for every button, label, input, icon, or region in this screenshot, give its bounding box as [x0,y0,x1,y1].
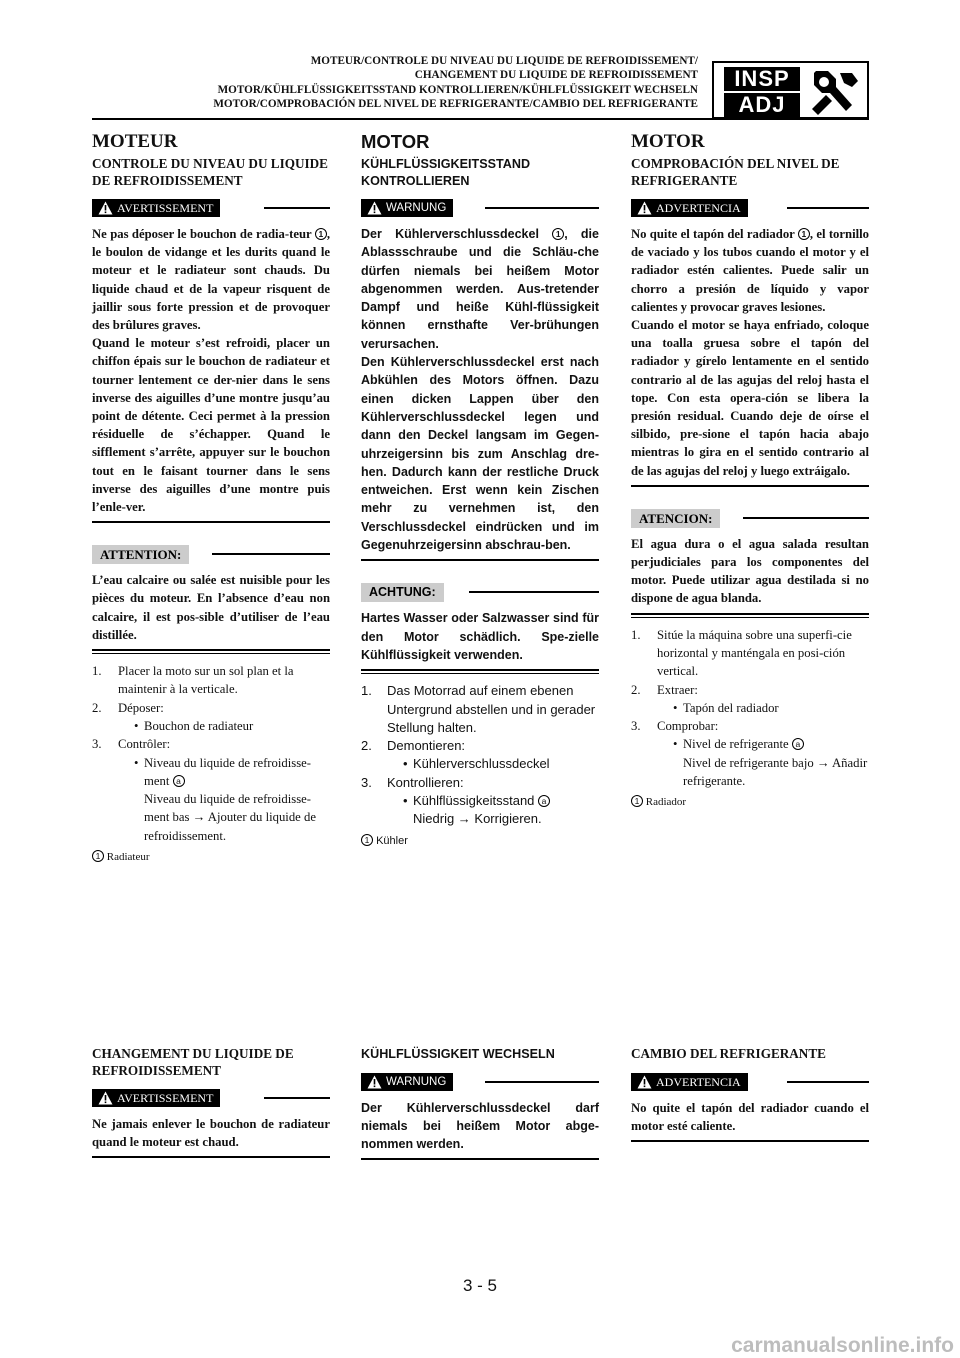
warning-text [361,225,599,554]
wrench-icon [806,65,864,117]
attention-rule [743,517,869,519]
footnote-text: Radiador [645,796,687,809]
marker-a: a [792,738,804,750]
warning-paragraph: Quand le moteur s’est refroidi, placer un chiffon épais sur le bouchon de radiateur et tourner lentement ce der-nier dans le sens inverse des aiguilles d’une montre jusqu’au point de détente. Ceci permet à la pression résiduelle de s’échapper. Quand le sifflement s’arrête, appuyer sur le bouchon tout en le faisant tourner dans le sens inverse des aiguilles d’une montre puis l’enle-ver. [92,336,330,515]
marker-1: 1 [92,850,104,862]
step-text: Contrôler: [118,737,171,752]
warning-text-part: Der Kühlerverschlussdeckel [361,227,553,241]
warning-badge [92,1089,220,1107]
step [92,699,330,717]
warning-icon [367,1075,382,1089]
step [92,662,330,699]
subsection-title: CAMBIO DEL REFRIGERANTE [631,1046,826,1061]
step-text: Extraer: [657,682,698,697]
step-item-text: Nivel de refrigerante [683,737,789,752]
step-text: Placer la moto sur un sol plan et la maintenir à la verticale. [118,664,294,697]
column-french-change [92,1046,330,1158]
warning-text-part: , el tornillo de vaciado y los tubos cuando el motor y el radiador estén calientes. Puede salir un chorro a presión de líquido y vapor calientes y provocar graves lesiones. [631,227,869,314]
step [631,626,869,681]
procedure-steps [631,626,869,791]
step-number: 3. [631,719,641,734]
subsection-title: KÜHLFLÜSSIGKEIT WECHSELN [361,1047,555,1061]
attention-header [361,581,599,603]
step-detail: Nivel de refrigerante bajo → Añadir refrigerante. [683,755,868,789]
subsection-title: COMPROBACIÓN DEL NIVEL DE REFRIGERANTE [631,156,840,188]
step-number: 2. [631,682,641,697]
warning-rule [485,1081,599,1083]
marker-1: 1 [552,228,564,240]
step-number: 3. [361,774,372,790]
step [361,737,599,755]
bullet: • [403,756,408,772]
step-item-text: Kühlerverschlussdeckel [413,756,550,772]
step-detail: Niedrig → Korrigieren. [413,811,542,827]
warning-label: WARNUNG [386,1075,447,1088]
warning-end-rule [361,559,599,561]
step-item-text: Tapón del radiador [683,700,779,715]
attention-rule [469,591,599,593]
warning-text: Ne jamais enlever le bouchon de radiateur quand le moteur est chaud. [92,1117,330,1150]
step-item-text: Bouchon de radiateur [144,718,254,733]
warning-header [92,1087,330,1109]
step [92,735,330,753]
warning-rule [264,1097,330,1099]
attention-end-rule [631,613,869,615]
warning-paragraph: Den Kühlerverschlussdeckel erst nach Abkühlen des Motors öffnen. Dazu einen dicken Lappen über den Kühlerverschlussdeckel legen und dann den Deckel langsam im Gegen-uhrzeigersinn bis zum Anschlag dre-hen. Dadurch kann der restliche Druck entweichen. Erst wenn kein Zischen mehr zu vernehmen ist, den Verschlussdeckel eindrücken und im Gegenuhrzeigersinn abschrau-ben. [361,355,599,553]
footnote-text: Kühler [376,834,408,847]
step-number: 3. [92,737,102,752]
step [631,717,869,735]
step [361,682,599,737]
warning-paragraph: Cuando el motor se haya enfriado, coloque una toalla gruesa sobre el tapón del radiador y gírelo lentamente en el sentido contrario al de las agujas del reloj hasta el tope. Con esta opera-ción se libera la presión residual. Cuando deje de oírse el silbido, pre-sione el tapón hacia abajo mientras lo gira en el sentido contrario al de las agujas del reloj y luego extráigalo. [631,318,869,478]
warning-text: No quite el tapón del radiador cuando el motor esté caliente. [631,1100,869,1133]
column-spanish [631,131,869,810]
warning-header [631,197,869,219]
warning-header [631,1071,869,1093]
bullet: • [673,737,678,752]
warning-rule [264,207,330,209]
subsection-title: CONTROLE DU NIVEAU DU LIQUIDE DE REFROIDISSEMENT [92,156,328,188]
column-french [92,131,330,865]
divider [92,653,330,654]
step-item-text: Niveau du liquide de refroidisse-ment [144,755,312,788]
attention-end-rule [92,649,330,651]
attention-text: Hartes Wasser oder Salzwasser sind für den Motor schädlich. Spe-zielle Kühlflüssigkeit verwenden. [361,611,599,662]
attention-header [631,507,869,529]
section-title: MOTOR [631,131,705,152]
step-detail: Niveau du liquide de refroidisse-ment bas → Ajouter du liquide de refroidissement. [144,792,316,843]
subsection-title: CHANGEMENT DU LIQUIDE DE REFROIDISSEMENT [92,1046,294,1078]
header-title [120,54,698,112]
marker-1: 1 [361,834,373,846]
warning-header [361,197,599,219]
step-number: 1. [361,683,372,699]
divider [361,673,599,674]
divider [631,617,869,618]
warning-header [361,1071,599,1093]
warning-text-part: Ne pas déposer le bouchon de radia-teur [92,227,315,241]
attention-text: L’eau calcaire ou salée est nuisible pour les pièces du moteur. En l’absence d’eau non calcaire, il est pos-sible d’utiliser de l’eau distillée. [92,573,330,642]
step-number: 1. [92,664,102,679]
attention-text: El agua dura o el agua salada resultan perjudiciales para los componentes del motor. Puede utilizar agua destilada si no dispone de agua blanda. [631,536,869,606]
step-item [92,754,330,791]
step-number: 2. [361,738,372,754]
warning-badge [92,199,220,217]
warning-badge [361,1073,453,1091]
column-german [361,131,599,849]
header-line: MOTOR/COMPROBACIÓN DEL NIVEL DE REFRIGERANTE/CAMBIO DEL REFRIGERANTE [213,98,698,111]
attention-rule [212,553,330,555]
warning-end-rule [92,521,330,523]
insp-adj-badge [712,61,869,119]
warning-text-part: No quite el tapón del radiador [631,227,798,241]
step-item [361,792,599,810]
step-item [92,717,330,735]
bullet: • [673,700,678,715]
step-text: Comprobar: [657,719,719,734]
step-number: 2. [92,700,102,715]
warning-label: ADVERTENCIA [656,201,741,215]
attention-end-rule [361,669,599,671]
warning-header [92,197,330,219]
attention-header [92,543,330,565]
footnote [361,834,599,849]
warning-end-rule [92,1156,330,1158]
step-text: Déposer: [118,700,164,715]
step-item [361,755,599,773]
warning-icon [367,201,382,215]
warning-icon [98,1091,113,1105]
column-german-change [361,1046,599,1160]
step-number: 1. [631,627,641,642]
marker-1: 1 [315,228,327,240]
warning-text-part: , die Ablassschraube und die Schläu-che dürfen niemals bei heißem Motor abgenommen werden. Aus-tretender Dampf und heiße Kühl-flüssigkeit können ernsthafte Ver-brühungen verursachen. [361,227,599,351]
warning-end-rule [631,1140,869,1142]
warning-badge [631,1073,748,1091]
warning-text [631,225,869,480]
adj-label: ADJ [724,93,800,117]
marker-1: 1 [631,795,643,807]
warning-badge [631,199,748,217]
step-text: Kontrollieren: [387,774,464,790]
warning-icon [98,201,113,215]
step-text: Das Motorrad auf einem ebenen Untergrund abstellen und in gerader Stellung halten. [387,683,596,735]
warning-end-rule [631,485,869,487]
footnote [92,850,330,865]
section-title: MOTEUR [92,131,178,152]
insp-label: INSP [724,67,800,91]
warning-rule [787,1081,869,1083]
marker-1: 1 [798,228,810,240]
bullet: • [134,718,139,733]
step-item-text: Kühlflüssigkeitsstand [413,793,535,809]
step-text: Sitúe la máquina sobre una superfi-cie horizontal y manténgala en posi-ción vertical. [657,627,852,679]
warning-badge [361,199,453,217]
warning-label: ADVERTENCIA [656,1074,741,1089]
bullet: • [403,793,408,809]
procedure-steps [361,682,599,828]
warning-icon [637,201,652,215]
warning-icon [637,1075,652,1089]
warning-text-part: , le boulon de vidange et les durits quand le moteur et le radiateur sont chauds. Du liquide chaud et de la vapeur risquent de jaillir sous forte pression et de provoquer des brûlures graves. [92,227,330,333]
warning-rule [787,207,869,209]
watermark: carmanualsonline.info [731,1334,954,1357]
procedure-steps [92,662,330,845]
warning-label: WARNUNG [386,202,447,214]
attention-label: ATTENTION: [92,545,189,564]
footnote [631,795,869,810]
warning-text [92,225,330,516]
step [361,774,599,792]
warning-label: AVERTISSEMENT [117,201,214,215]
header-line: MOTEUR/CONTROLE DU NIVEAU DU LIQUIDE DE REFROIDISSEMENT/ [310,55,698,67]
marker-a: a [173,775,185,787]
step-item [631,735,869,753]
section-title: MOTOR [361,131,430,152]
header-line: MOTOR/KÜHLFLÜSSIGKEITSSTAND KONTROLLIEREN/KÜHLFLÜSSIGKEIT WECHSELN [217,83,698,96]
warning-label: AVERTISSEMENT [117,1091,214,1105]
attention-label: ATENCION: [631,509,720,528]
attention-label: ACHTUNG: [361,583,444,602]
subsection-title: KÜHLFLÜSSIGKEITSSTAND KONTROLLIEREN [361,157,531,188]
warning-end-rule [361,1158,599,1160]
column-spanish-change [631,1046,869,1142]
header-line: CHANGEMENT DU LIQUIDE DE REFROIDISSEMENT [414,69,698,82]
step-text: Demontieren: [387,738,466,754]
bullet: • [134,755,139,770]
step [631,681,869,699]
marker-a: a [538,795,550,807]
warning-rule [485,207,599,209]
page-number: 3 - 5 [462,1276,498,1295]
warning-text: Der Kühlerverschlussdeckel darf niemals bei heißem Motor abge-nommen werden. [361,1100,599,1152]
footnote-text: Radiateur [106,851,150,864]
step-item [631,699,869,717]
